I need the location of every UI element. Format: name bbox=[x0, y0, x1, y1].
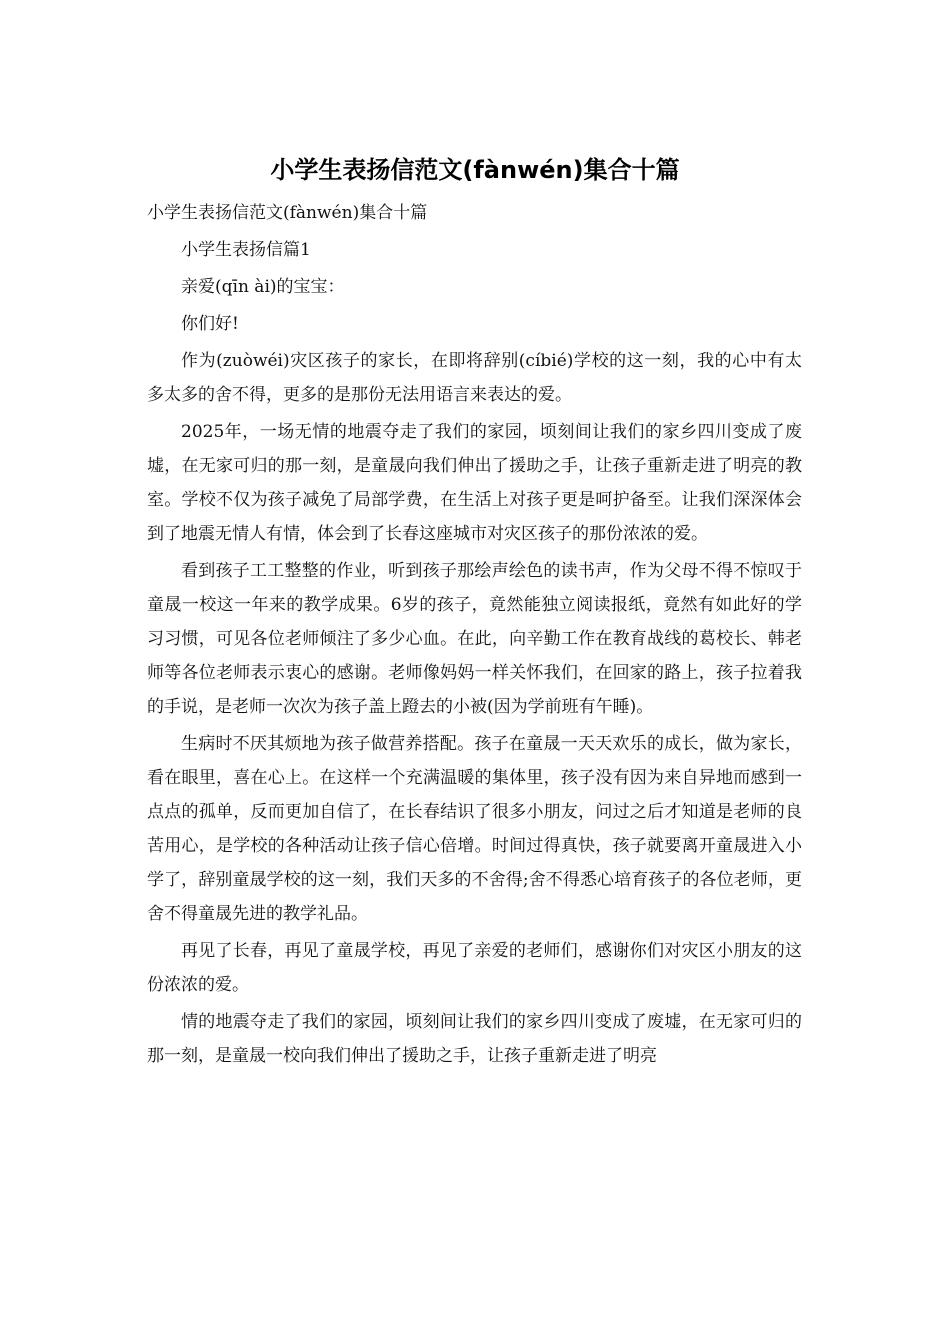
greeting: 你们好! bbox=[181, 314, 239, 334]
paragraph: 看到孩子工工整整的作业，听到孩子那绘声绘色的读书声，作为父母不得不惊叹于童晟一校这一年来的教学成果。6岁的孩子，竟然能独立阅读报纸，竟然有如此好的学习习惯，可见各位老师倾注了多少心血。在此，向辛勤工作在教育战线的葛校长、韩老师等各位老师表示衷心的感谢。老师像妈妈一样关怀我们，在回家的路上，孩子拉着我的手说，是老师一次次为孩子盖上蹬去的小被(因为学前班有午睡)。 bbox=[147, 561, 802, 717]
paragraph: 2025年，一场无情的地震夺走了我们的家园，顷刻间让我们的家乡四川变成了废墟，在无家可归的那一刻，是童晟向我们伸出了援助之手，让孩子重新走进了明亮的教室。学校不仅为孩子减免了局部学费，在生活上对孩子更是呵护备至。让我们深深体会到了地震无情人有情，体会到了长春这座城市对灾区孩子的那份浓浓的爱。 bbox=[147, 422, 802, 544]
document-title: 小学生表扬信范文(fànwén)集合十篇 bbox=[270, 156, 680, 184]
section-heading: 小学生表扬信篇1 bbox=[181, 240, 311, 260]
paragraph: 生病时不厌其烦地为孩子做营养搭配。孩子在童晟一天天欢乐的成长，做为家长，看在眼里，喜在心上。在这样一个充满温暖的集体里，孩子没有因为来自异地而感到一点点的孤单，反而更加自信了，在长春结识了很多小朋友，问过之后才知道是老师的良苦用心，是学校的各种活动让孩子信心倍增。时间过得真快，孩子就要离开童晟进入小学了，辞别童晟学校的这一刻，我们天多的不舍得;舍不得悉心培育孩子的各位老师，更舍不得童晟先进的教学礼品。 bbox=[147, 734, 802, 924]
document-body bbox=[147, 196, 802, 1076]
paragraph: 再见了长春，再见了童晟学校，再见了亲爱的老师们，感谢你们对灾区小朋友的这份浓浓的爱。 bbox=[147, 941, 802, 995]
document-subtitle: 小学生表扬信范文(fànwén)集合十篇 bbox=[147, 203, 428, 223]
salutation: 亲爱(qīn ài)的宝宝： bbox=[181, 277, 345, 297]
paragraph: 情的地震夺走了我们的家园，顷刻间让我们的家乡四川变成了废墟，在无家可归的那一刻，是童晟一校向我们伸出了援助之手，让孩子重新走进了明亮 bbox=[147, 1012, 802, 1066]
paragraph: 作为(zuòwéi)灾区孩子的家长，在即将辞别(cíbié)学校的这一刻，我的心中有太多太多的舍不得，更多的是那份无法用语言来表达的爱。 bbox=[147, 351, 802, 405]
